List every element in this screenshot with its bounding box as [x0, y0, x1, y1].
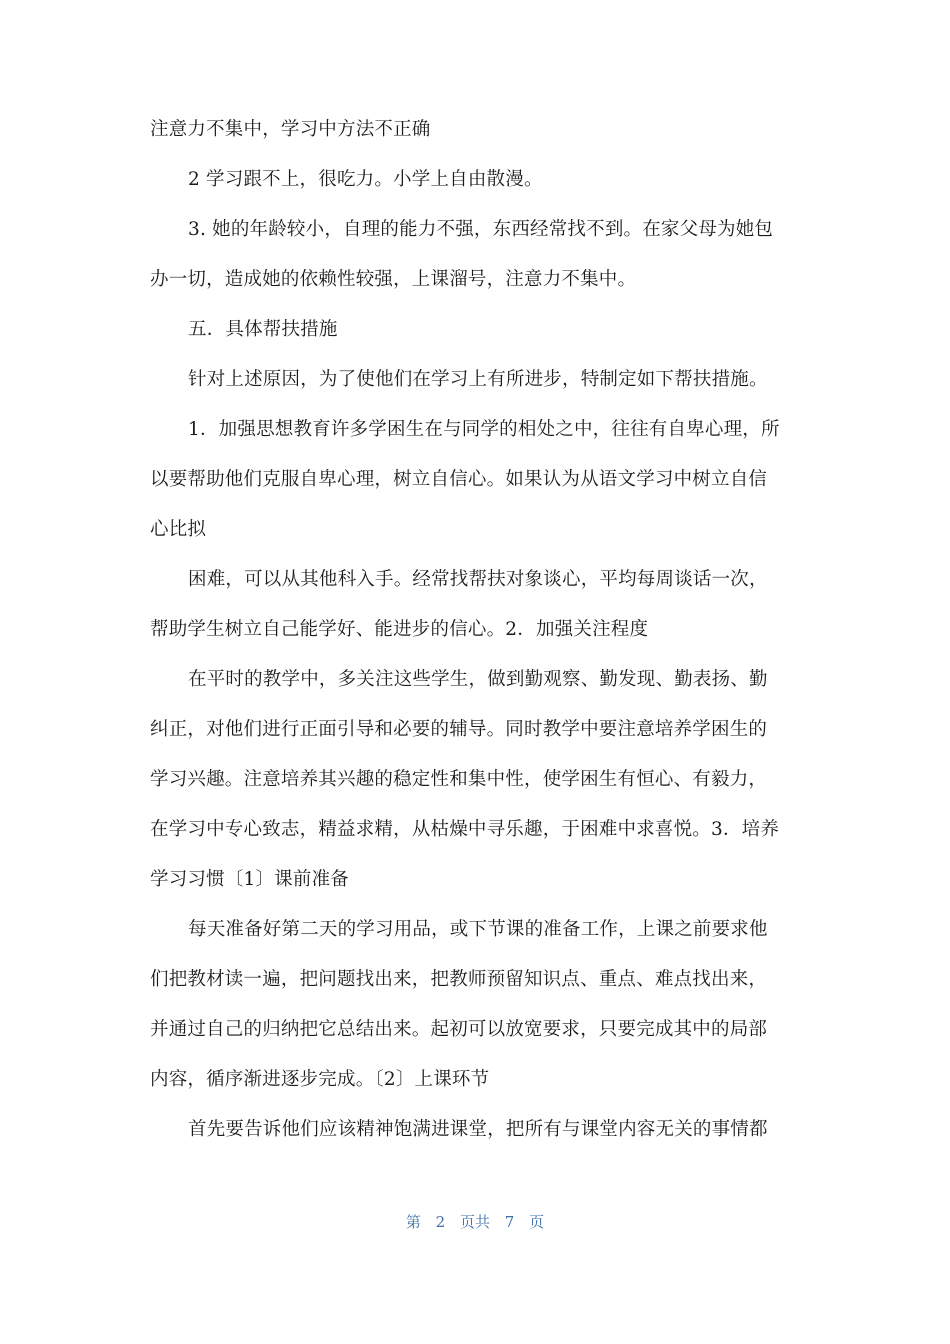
text-line: 在学习中专心致志，精益求精，从枯燥中寻乐趣，于困难中求喜悦。3．培养	[150, 819, 780, 840]
page-label-middle: 页共	[459, 1213, 490, 1231]
text-line: 学习习惯〔1〕课前准备	[150, 869, 349, 890]
text-line: 在平时的教学中，多关注这些学生，做到勤观察、勤发现、勤表扬、勤	[188, 669, 768, 690]
text-line: 每天准备好第二天的学习用品，或下节课的准备工作，上课之前要求他	[188, 919, 768, 940]
page-label-prefix: 第	[405, 1213, 421, 1231]
text-line: 2 学习跟不上，很吃力。小学上自由散漫。	[188, 169, 543, 190]
text-line: 们把教材读一遍，把问题找出来，把教师预留知识点、重点、难点找出来，	[150, 969, 768, 990]
document-body	[150, 112, 795, 1162]
page-label-suffix: 页	[529, 1213, 545, 1231]
text-line: 首先要告诉他们应该精神饱满进课堂，把所有与课堂内容无关的事情都	[188, 1119, 768, 1140]
text-line: 针对上述原因，为了使他们在学习上有所进步，特制定如下帮扶措施。	[188, 369, 768, 390]
text-line: 1．加强思想教育许多学困生在与同学的相处之中，往往有自卑心理，所	[188, 419, 780, 440]
current-page-number: 2	[435, 1213, 446, 1231]
text-line: 注意力不集中，学习中方法不正确	[150, 119, 431, 140]
section-heading: 五．具体帮扶措施	[188, 319, 338, 340]
text-line: 帮助学生树立自己能学好、能进步的信心。2．加强关注程度	[150, 619, 649, 640]
text-line: 办一切，造成她的依赖性较强，上课溜号，注意力不集中。	[150, 269, 637, 290]
text-line: 内容，循序渐进逐步完成。〔2〕上课环节	[150, 1069, 490, 1090]
text-line: 心比拟	[150, 519, 207, 540]
text-line: 困难，可以从其他科入手。经常找帮扶对象谈心，平均每周谈话一次，	[188, 569, 768, 590]
text-line: 以要帮助他们克服自卑心理，树立自信心。如果认为从语文学习中树立自信	[150, 469, 768, 490]
text-line: 纠正，对他们进行正面引导和必要的辅导。同时教学中要注意培养学困生的	[150, 719, 768, 740]
page-footer	[0, 1211, 950, 1232]
text-line: 3. 她的年龄较小，自理的能力不强，东西经常找不到。在家父母为她包	[188, 219, 774, 240]
text-line: 学习兴趣。注意培养其兴趣的稳定性和集中性，使学困生有恒心、有毅力，	[150, 769, 768, 790]
total-pages-number: 7	[504, 1213, 515, 1231]
text-line: 并通过自己的归纳把它总结出来。起初可以放宽要求，只要完成其中的局部	[150, 1019, 768, 1040]
